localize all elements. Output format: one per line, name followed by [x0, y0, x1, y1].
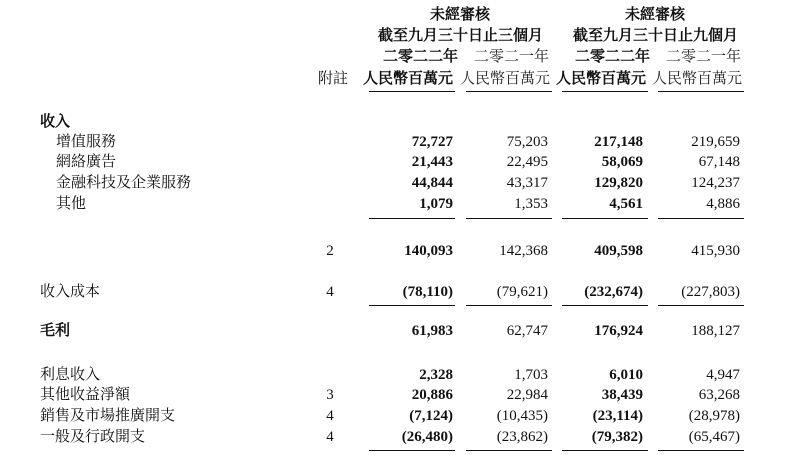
- subtotal-rule: [369, 450, 455, 451]
- unit-prior-9m: 人民幣百萬元: [652, 71, 743, 87]
- subtotal-rule: [658, 450, 744, 451]
- row-label: 金融科技及企業服務: [56, 175, 192, 191]
- header-underline: [658, 91, 744, 92]
- value-cell: (26,480): [401, 429, 453, 445]
- value-cell: 22,495: [506, 154, 548, 170]
- value-cell: 4,886: [706, 196, 740, 212]
- header-underline: [466, 91, 552, 92]
- group2-period: 截至九月三十日止九個月: [573, 28, 739, 44]
- value-cell: 44,844: [411, 175, 453, 191]
- value-cell: 43,317: [506, 175, 548, 191]
- value-cell: 176,924: [594, 323, 643, 339]
- value-cell: 142,368: [499, 243, 548, 259]
- value-cell: 20,886: [411, 387, 453, 403]
- group1-period: 截至九月三十日止三個月: [378, 28, 544, 44]
- year-current-q3: 二零二二年: [383, 49, 459, 65]
- note-ref: 4: [326, 429, 334, 445]
- unit-current-9m: 人民幣百萬元: [556, 71, 647, 87]
- subtotal-rule: [658, 305, 744, 306]
- value-cell: (227,803): [681, 284, 740, 300]
- value-cell: (23,114): [592, 408, 643, 424]
- value-cell: 2,328: [419, 367, 453, 383]
- value-cell: 129,820: [594, 175, 643, 191]
- header-underline: [562, 91, 648, 92]
- value-cell: (10,435): [496, 408, 548, 424]
- note-ref: 3: [326, 387, 334, 403]
- row-label: 一般及行政開支: [40, 429, 146, 445]
- value-cell: (78,110): [402, 284, 453, 300]
- value-cell: 72,727: [411, 134, 453, 150]
- value-cell: 61,983: [411, 323, 453, 339]
- value-cell: (7,124): [409, 408, 453, 424]
- year-current-9m: 二零二二年: [575, 49, 651, 65]
- unit-current-q3: 人民幣百萬元: [363, 71, 454, 87]
- value-cell: 1,079: [419, 196, 453, 212]
- value-cell: 219,659: [691, 134, 740, 150]
- value-cell: 63,268: [698, 387, 740, 403]
- value-cell: 188,127: [691, 323, 740, 339]
- header-underline: [369, 91, 455, 92]
- value-cell: 4,947: [706, 367, 740, 383]
- value-cell: 21,443: [411, 154, 453, 170]
- subtotal-rule: [562, 305, 648, 306]
- note-ref: 4: [326, 408, 334, 424]
- year-prior-9m: 二零二一年: [666, 49, 742, 65]
- row-label: 其他: [56, 196, 87, 212]
- subtotal-rule: [369, 305, 455, 306]
- value-cell: 140,093: [404, 243, 453, 259]
- subtotal-rule: [369, 218, 455, 219]
- value-cell: 22,984: [506, 387, 548, 403]
- group2-title: 未經審核: [625, 7, 686, 23]
- row-label: 利息收入: [40, 367, 101, 383]
- value-cell: 6,010: [609, 367, 643, 383]
- subtotal-rule: [466, 305, 552, 306]
- value-cell: 124,237: [691, 175, 740, 191]
- subtotal-rule: [466, 218, 552, 219]
- note-column-header: 附註: [318, 71, 349, 87]
- value-cell: 58,069: [601, 154, 643, 170]
- subtotal-rule: [466, 450, 552, 451]
- value-cell: 38,439: [601, 387, 643, 403]
- row-label: 其他收益淨額: [40, 387, 131, 403]
- row-label: 網絡廣告: [56, 154, 117, 170]
- value-cell: 1,353: [514, 196, 548, 212]
- value-cell: (79,382): [591, 429, 643, 445]
- value-cell: (79,621): [496, 284, 548, 300]
- value-cell: 62,747: [506, 323, 548, 339]
- note-ref: 2: [326, 243, 334, 259]
- value-cell: (232,674): [584, 284, 643, 300]
- subtotal-rule: [658, 218, 744, 219]
- value-cell: 67,148: [698, 154, 740, 170]
- revenue-heading: 收入: [40, 114, 71, 130]
- value-cell: (28,978): [688, 408, 740, 424]
- subtotal-rule: [562, 218, 648, 219]
- value-cell: (65,467): [688, 429, 740, 445]
- row-label: 銷售及市場推廣開支: [40, 408, 176, 424]
- subtotal-rule: [562, 450, 648, 451]
- value-cell: (23,862): [496, 429, 548, 445]
- row-label: 收入成本: [40, 284, 101, 300]
- value-cell: 1,703: [514, 367, 548, 383]
- value-cell: 217,148: [594, 134, 643, 150]
- row-label: 增值服務: [56, 134, 117, 150]
- unit-prior-q3: 人民幣百萬元: [460, 71, 551, 87]
- gross-profit-label: 毛利: [40, 323, 71, 339]
- value-cell: 415,930: [691, 243, 740, 259]
- value-cell: 75,203: [506, 134, 548, 150]
- note-ref: 4: [326, 284, 334, 300]
- value-cell: 409,598: [594, 243, 643, 259]
- group1-title: 未經審核: [430, 7, 491, 23]
- value-cell: 4,561: [609, 196, 643, 212]
- year-prior-q3: 二零二一年: [474, 49, 550, 65]
